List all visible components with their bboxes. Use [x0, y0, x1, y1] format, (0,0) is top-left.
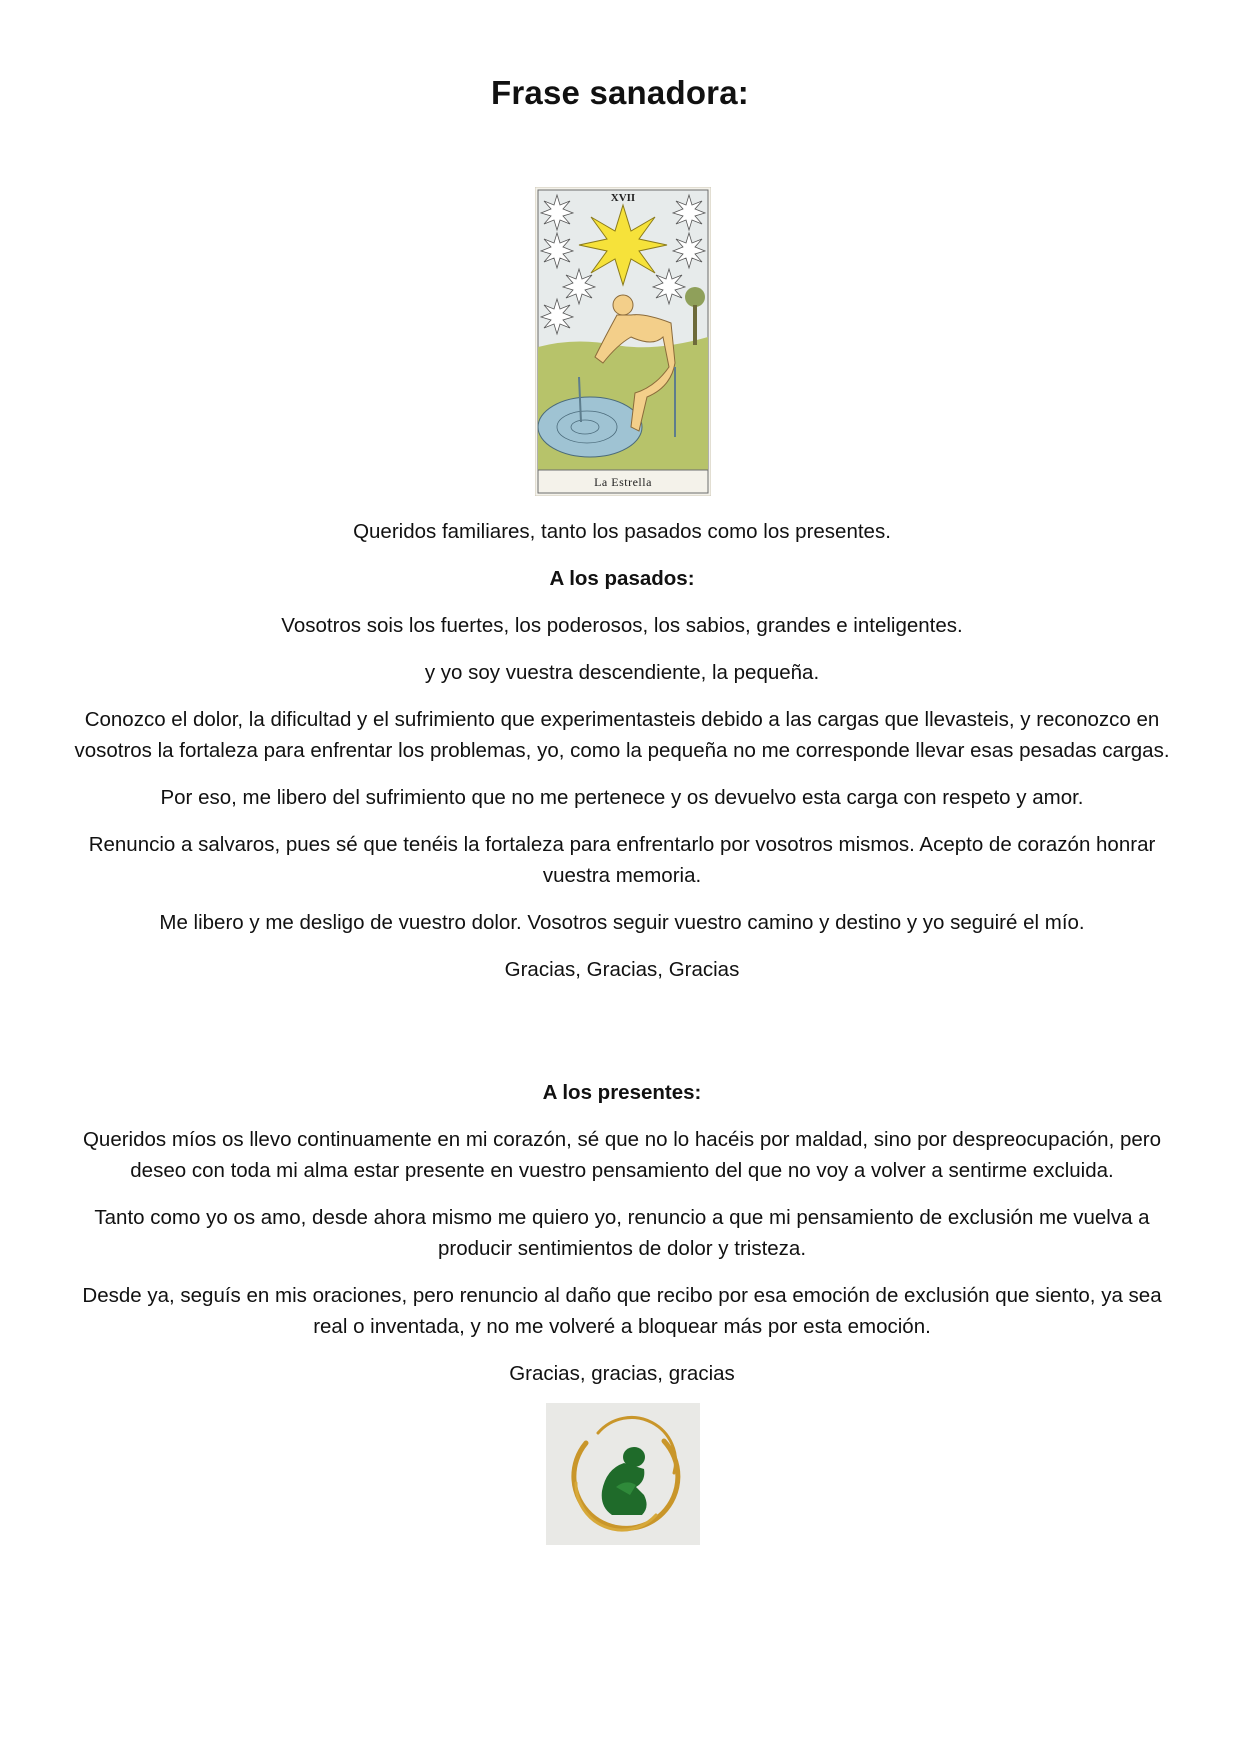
- section-presentes: [72, 1077, 1172, 1405]
- intro-paragraph: Queridos familiares, tanto los pasados como los presentes.: [353, 520, 891, 543]
- paragraph: Vosotros sois los fuertes, los poderosos, los sabios, grandes e inteligentes.: [281, 614, 963, 637]
- tarot-card-star-image: [535, 187, 711, 496]
- page-title: Frase sanadora:: [491, 74, 749, 111]
- thinker-circle-icon: [546, 1403, 700, 1545]
- heading-presentes: A los presentes:: [542, 1081, 702, 1104]
- section-pasados: [72, 516, 1172, 1001]
- paragraph: Conozco el dolor, la dificultad y el sufrimiento que experimentasteis debido a las cargas que llevasteis, y reconozco en vosotros la fortaleza para enfrentar los problemas, yo, como la pequeña no me corresponde llevar esas pesadas cargas.: [74, 708, 1170, 762]
- paragraph: Tanto como yo os amo, desde ahora mismo me quiero yo, renuncio a que mi pensamiento de exclusión me vuelva a producir sentimientos de dolor y tristeza.: [94, 1206, 1150, 1260]
- paragraph: Desde ya, seguís en mis oraciones, pero renuncio al daño que recibo por esa emoción de exclusión que siento, ya sea real o inventada, y no me volveré a bloquear más por esta emoción.: [82, 1284, 1162, 1338]
- paragraph: Renuncio a salvaros, pues sé que tenéis la fortaleza para enfrentarlo por vosotros mismos. Acepto de corazón honrar vuestra memoria.: [88, 833, 1156, 887]
- paragraph: Por eso, me libero del sufrimiento que no me pertenece y os devuelvo esta carga con respeto y amor.: [160, 786, 1084, 809]
- paragraph: y yo soy vuestra descendiente, la pequeña.: [424, 661, 820, 684]
- closing-thanks: Gracias, Gracias, Gracias: [504, 958, 740, 981]
- heading-pasados: A los pasados:: [549, 567, 695, 590]
- closing-thanks: Gracias, gracias, gracias: [509, 1362, 735, 1385]
- card-caption: La Estrella: [594, 475, 652, 489]
- paragraph: Queridos míos os llevo continuamente en mi corazón, sé que no lo hacéis por maldad, sino por despreocupación, pero deseo con toda mi alma estar presente en vuestro pensamiento del que no voy a volver a sentirme excluida.: [82, 1128, 1161, 1182]
- card-numeral: XVII: [610, 192, 636, 204]
- paragraph: Me libero y me desligo de vuestro dolor. Vosotros seguir vuestro camino y destino y yo seguiré el mío.: [159, 911, 1085, 934]
